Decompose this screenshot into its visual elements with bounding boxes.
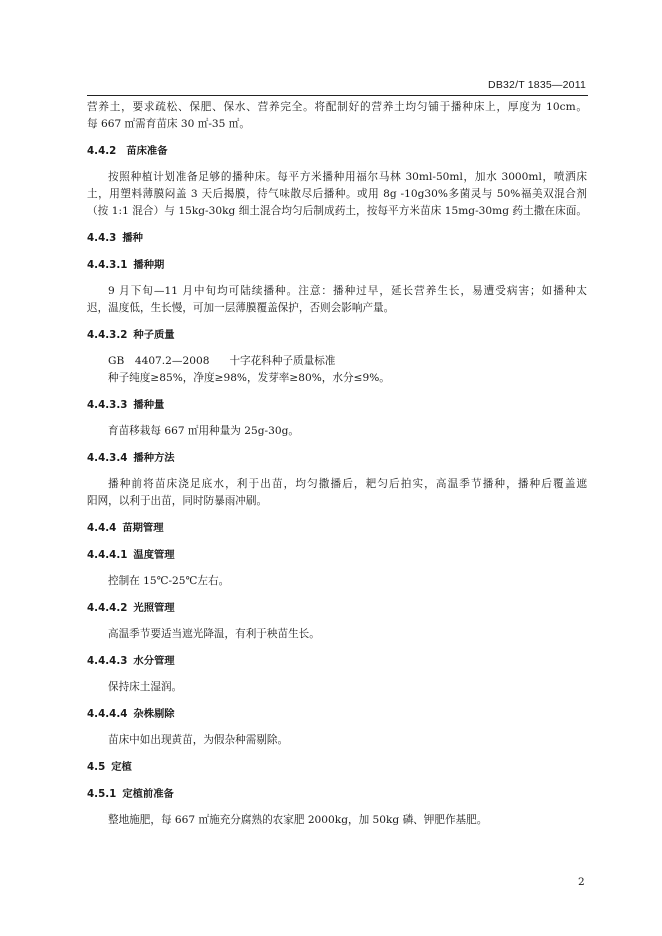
section-number: 4.4.2: [87, 145, 117, 157]
section-heading-4-4-3: [87, 230, 587, 247]
paragraph-line: 按照种植计划准备足够的播种床。每平方米播种用福尔马林 30ml-50ml，加水 3000ml，喷洒床: [108, 171, 587, 183]
paragraph-line: 播种前将苗床浇足底水，利于出苗，均匀撒播后，耙匀后拍实，高温季节播种，播种后覆盖遮: [108, 478, 587, 490]
paragraph-line: 土，用塑料薄膜闷盖 3 天后揭膜，待气味散尽后播种。或用 8g -10g30%多菌灵与 50%福美双混合剂: [87, 188, 587, 200]
section-title: 温度管理: [133, 549, 175, 561]
section-heading-4-5: [87, 759, 587, 776]
paragraph-line: 苗床中如出现黄苗，为假杂种需剔除。: [108, 734, 289, 746]
paragraph-line: 阳网，以利于出苗，同时防暴雨冲刷。: [87, 495, 268, 507]
standard-reference: [87, 353, 587, 370]
section-number: 4.4.3.3: [87, 399, 128, 411]
section-number: 4.5.1: [87, 788, 117, 800]
section-title: 光照管理: [133, 602, 175, 614]
section-heading-4-4-4-3: [87, 653, 587, 670]
section-number: 4.4.4.3: [87, 655, 128, 667]
paragraph-line: 9 月下旬—11 月中旬均可陆续播种。注意：播种过早，延长营养生长，易遭受病害；如播种太: [108, 285, 587, 297]
section-number: 4.4.3.4: [87, 452, 128, 464]
page-number: 2: [578, 876, 585, 888]
section-number: 4.4.4: [87, 522, 117, 534]
section-title: 种子质量: [133, 329, 175, 341]
paragraph-line: 控制在 15℃-25℃左右。: [108, 575, 230, 587]
section-title: 定植前准备: [122, 788, 174, 800]
section-number: 4.5: [87, 761, 106, 773]
section-title: 苗床准备: [126, 145, 168, 157]
section-number: 4.4.3.1: [87, 259, 128, 271]
section-title: 定植: [111, 761, 132, 773]
header-rule: [87, 95, 588, 96]
section-number: 4.4.3.2: [87, 329, 128, 341]
paragraph-line: 高温季节要适当遮光降温，有利于秧苗生长。: [108, 628, 320, 640]
paragraph-line: 保持床土湿润。: [108, 681, 183, 693]
section-heading-4-4-4: [87, 520, 587, 537]
section-heading-4-4-2: [87, 143, 587, 160]
paragraph-line: 营养土，要求疏松、保肥、保水、营养完全。将配制好的营养土均匀铺于播种床上，厚度为 10cm。: [87, 101, 587, 113]
paragraph-line: （按 1:1 混合）与 15kg-30kg 细土混合均匀后制成药土，按每平方米苗床 15mg-30mg 药土撒在床面。: [87, 205, 587, 217]
section-number: 4.4.3: [87, 232, 117, 244]
section-number: 4.4.4.1: [87, 549, 128, 561]
section-title: 播种期: [133, 259, 165, 271]
paragraph-line: 整地施肥，每 667 ㎡施充分腐熟的农家肥 2000kg，加 50kg 磷、钾肥作基肥。: [108, 814, 488, 826]
section-heading-4-4-4-1: [87, 547, 587, 564]
section-heading-4-4-3-2: [87, 327, 587, 344]
section-heading-4-4-3-1: [87, 257, 587, 274]
section-title: 水分管理: [133, 655, 175, 667]
section-title: 播种量: [133, 399, 165, 411]
section-heading-4-4-3-3: [87, 397, 587, 414]
paragraph-line: 每 667 ㎡需育苗床 30 ㎡-35 ㎡。: [87, 118, 250, 130]
document-body: [87, 99, 587, 829]
section-title: 苗期管理: [122, 522, 164, 534]
section-heading-4-4-4-2: [87, 600, 587, 617]
section-title: 播种: [122, 232, 143, 244]
standard-code: GB 4407.2—2008: [108, 355, 210, 367]
paragraph-line: 迟，温度低，生长慢，可加一层薄膜覆盖保护，否则会影响产量。: [87, 302, 395, 314]
section-title: 杂株剔除: [133, 708, 175, 720]
document-header-code: DB32/T 1835—2011: [488, 79, 586, 91]
section-heading-4-4-4-4: [87, 706, 587, 723]
section-heading-4-4-3-4: [87, 450, 587, 467]
paragraph-line: 种子纯度≥85%，净度≥98%，发芽率≥80%，水分≤9%。: [108, 372, 390, 384]
section-number: 4.4.4.4: [87, 708, 128, 720]
section-heading-4-5-1: [87, 786, 587, 803]
section-number: 4.4.4.2: [87, 602, 128, 614]
standard-name: 十字花科种子质量标准: [229, 355, 336, 367]
section-title: 播种方法: [133, 452, 175, 464]
paragraph-line: 育苗移栽每 667 ㎡用种量为 25g-30g。: [108, 425, 299, 437]
